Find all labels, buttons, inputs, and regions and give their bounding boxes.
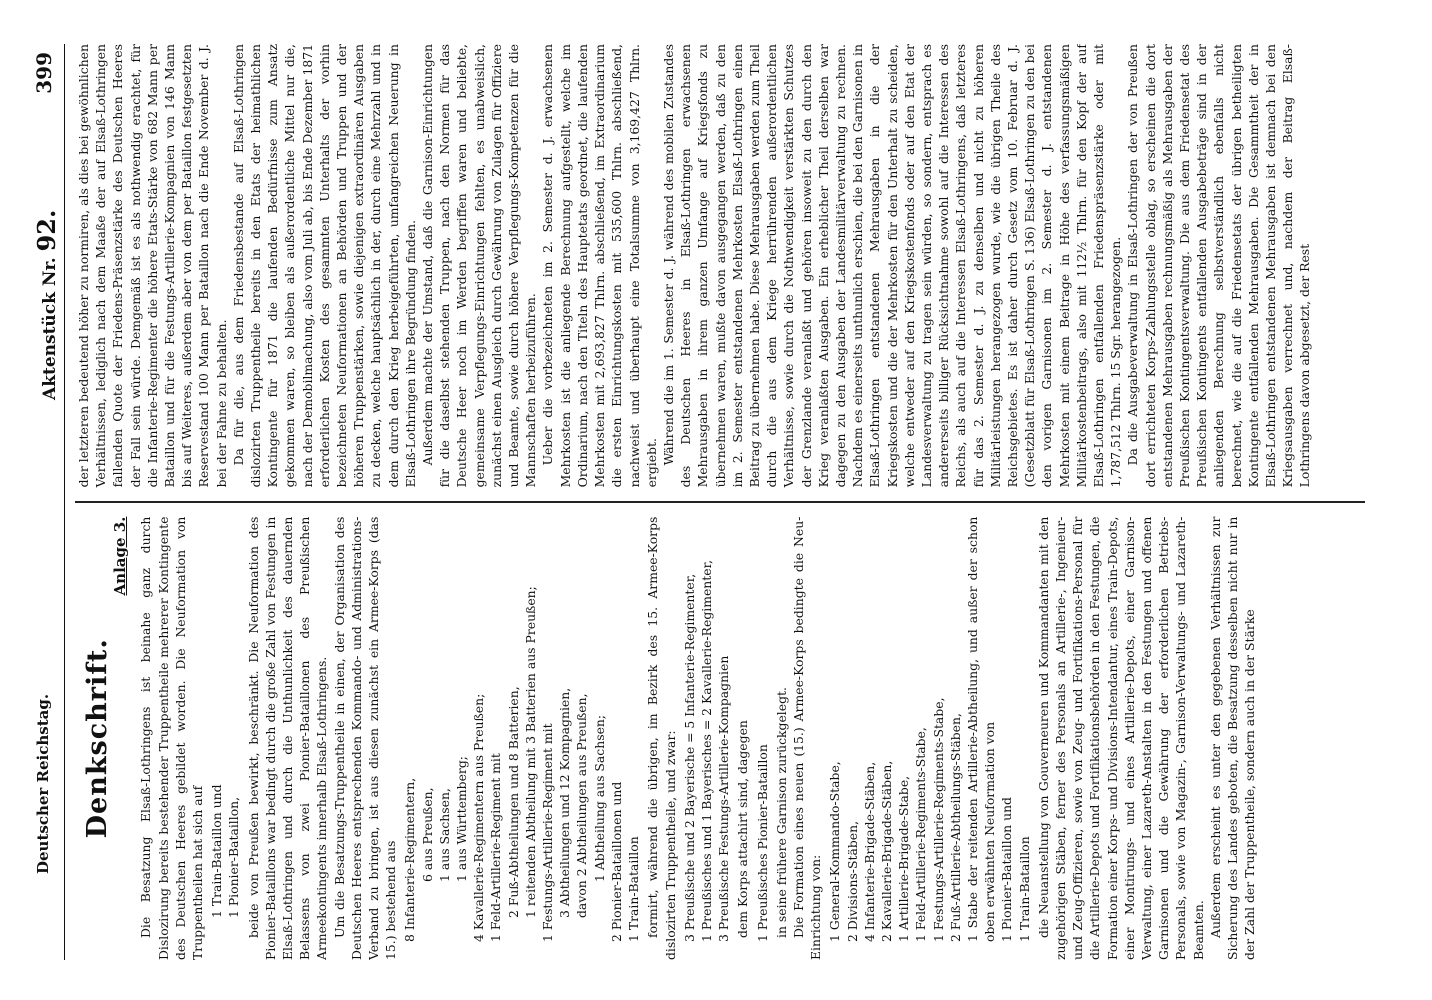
paragraph: Da die Ausgabeverwaltung in Elsaß-Lothringen der von Preußen dort errichteten Korps-Zahlungsstelle oblag, so erscheinen die dort entstandenen Mehrausgaben rechnungsmäßig als Mehrausgaben der Preußischen Kontingentsverwaltung. Die aus dem Friedensetat des Preußischen Kontingents entfallenden Ausgabebeträge sind in der anliegenden Berechnung selbstverständlich ebenfalls nicht berechnet, wie die auf die Friedensetats der übrigen betheiligten Kontingente entfallenden Mehrausgaben. Die Gesammtheit der in Elsaß-Lothringen entstandenen Mehrausgaben ist demnach bei den Kriegsausgaben verrechnet und, nachdem der Beitrag Elsaß-Lothringens davon abgesetzt, der Rest [1125, 44, 1313, 488]
header-publication: Deutscher Reichstag. [34, 693, 52, 874]
list-item: 2 Kavallerie-Brigade-Stäben, [878, 760, 894, 942]
list-item: 2 Fuß-Artillerie-Abtheilungs-Stäben, [947, 713, 963, 942]
unit-list [681, 517, 733, 952]
paragraph: Außerdem erscheint es unter den gegebenen Verhältnissen zur Sicherung des Landes geboten, die Besatzung desselben nicht nur in der Zahl der Truppentheile, sondern auch in der Stärke [1207, 516, 1258, 960]
list-item: 1 Stabe der reitenden Artillerie-Abtheilung, und außer der schon oben erwähnten Neuformation von [964, 516, 998, 942]
paragraph: Außerdem machte der Umstand, daß die Garnison-Einrichtungen für die daselbst stehenden Truppen, nach den Normen für das Deutsche Heer noch im Werden begriffen waren und beliebte, gemeinsame Verpflegungs-Einrichtungen fehlten, es unabweislich, zunächst einen Ausgleich durch Gewährung von Zulagen für Offiziere und Beamte, sowie durch höhere Verpflegungs-Kompetenzen für die Mannschaften herbeizuführen. [420, 44, 539, 488]
left-column [75, 503, 1365, 960]
list-item: 1 Train-Bataillon [1016, 836, 1032, 942]
list-item: 1 Preußisches und 1 Bayerisches = 2 Kavallerie-Regimenter, [698, 559, 714, 942]
list-item: 4 Infanterie-Brigade-Stäben, [861, 761, 877, 942]
unit-list [826, 517, 1032, 952]
paragraph: beide von Preußen bewirkt, beschränkt. Die Neuformation des Pionier-Bataillons war bedingt durch die große Zahl von Festungen in Elsaß-Lothringen und durch die Unthunlichkeit des dauernden Belassens von zwei Pionier-Bataillonen des Preußischen Armeekontingents innerhalb Elsaß-Lothringens. [245, 516, 330, 960]
paragraph: Während die im 1. Semester d. J. während des mobilen Zustandes des Deutschen Heeres in Elsaß-Lothringen erwachsenen Mehrausgaben in ihrem ganzen Umfange auf Kriegsfonds zu übernehmen waren, mußte davon ausgegangen werden, daß zu den im 2. Semester entstandenen Mehrkosten Elsaß-Lothringen einen Beitrag zu übernehmen habe. Diese Mehrausgaben werden zum Theil durch die aus dem Kriege herrührenden außerordentlichen Verhältnisse, sowie durch die Nothwendigkeit verstärkten Schutzes der Grenzlande veranlaßt und gehören insoweit zu den durch den Krieg veranlaßten Ausgaben. Ein erheblicher Theil derselben war dagegen zu den Ausgaben der Landesmilitärverwaltung zu rechnen. Nachdem es einerseits unthunlich erschien, die bei den Garnisonen in Elsaß-Lothringen entstandenen Mehrausgaben in die der Kriegskosten und die der Mehrkosten für den Unterhalt zu scheiden, welche entweder auf den Kriegskostenfonds oder auf den Etat der Landesverwaltung zu tragen sein würden, so sondern, entsprach es andererseits billiger Rücksichtnahme sowohl auf die Interessen des Reichs, als auch auf die Interessen Elsaß-Lothringens, daß letzteres für das 2. Semester d. J. zu denselben und nicht zu höheren Militärleistungen herangezogen wurde, wie die übrigen Theile des Reichsgebietes. Es ist daher durch Gesetz vom 10. Februar d. J. (Gesetzblatt für Elsaß-Lothringen S. 136) Elsaß-Lothringen zu den bei den vorigen Garnisonen im 2. Semester d. J. entstandenen Mehrkosten mit einem Beitrage in Höhe des verfassungsmäßigen Militärkostenbeitrags, also mit 112½ Thlrn. für den Kopf der auf Elsaß-Lothringen entfallenden Friedenspräsenzstärke oder mit 1,787,512 Thlrn. 15 Sgr. herangezogen. [660, 44, 1124, 488]
list-item: 1 Pionier-Bataillon, [226, 796, 242, 918]
list-item: 2 Divisions-Stäben, [844, 820, 860, 942]
list-item: 8 Infanterie-Regimentern, [402, 777, 418, 942]
right-column [75, 44, 1365, 501]
paragraph: der letzteren bedeutend höher zu normiren, als dies bei gewöhnlichen Verhältnissen, lediglich nach dem Maaße der auf Elsaß-Lothringen fallenden Quote der Friedens-Präsenzstärke des Deutschen Heeres der Fall sein würde. Demgemäß ist es als nothwendig erachtet, für die Infanterie-Regimenter die höhere Etats-Stärke von 682 Mann per Bataillon und für die Festungs-Artillerie-Kompagnien von 146 Mann bis auf Weiteres, außerdem aber von dem per Bataillon festgesetzten Reservestand 100 Mann per Bataillon nach die Ende November d. J. bei der Fahne zu behalten. [76, 44, 229, 488]
list-item: 1 reitenden Abtheilung mit 3 Batterien aus Preußen; [522, 586, 538, 918]
unit-list [208, 517, 242, 952]
header-document-number-value: 92. [32, 209, 61, 252]
paragraph: formirt, während die übrigen, im Bezirk des 15. Armee-Korps dislozirten Truppentheile, und zwar: [645, 516, 678, 960]
page-number: 399 [32, 52, 56, 94]
list-item: 1 aus Sachsen, [436, 788, 452, 882]
document-title: Denkschrift. [82, 638, 113, 839]
digitization-stamp [1412, 32, 1428, 592]
list-item: 3 Preußische Festungs-Artillerie-Kompagnien [716, 655, 732, 942]
list-item: 1 Festungs-Artillerie-Regiment mit [540, 723, 556, 942]
header-document-number [32, 210, 61, 400]
paragraph: die Neuanstellung von Gouverneuren und Kommandanten mit den zugehörigen Stäben, ferner des Personals an Artillerie-, Ingenieur- und Zeug-Offizieren, sowie von Zeug- und Fortifikations-Personal für die Artillerie-Depots und Fortifikationsbehörden in den Festungen, die Formation einer Korps- und Divisions-Intendantur, eines Train-Depots, einer Montirungs- und eines Artillerie-Depots, einer Garnison-Verwaltung, einer Lazareth-Anstalten in den Festungen und offenen Garnisonen und die Gewährung der erforderlichen Betriebs-Personals, sowie von Magazin-, Garnison-Verwaltungs- und Lazareth-Beamten. [1035, 516, 1206, 960]
list-item: 1 Artillerie-Brigade-Stabe, [896, 775, 912, 942]
column-divider [75, 501, 1365, 502]
list-item: 1 General-Kommando-Stabe, [827, 761, 843, 942]
list-item: 1 Train-Bataillon [626, 836, 642, 942]
list-item: 1 Pionier-Bataillon und [999, 797, 1015, 942]
list-item: 3 Abtheilungen und 12 Kompagnien, [557, 687, 573, 918]
paragraph: Um die Besatzungs-Truppentheile in einen, der Organisation des Deutschen Heeres entsprechenden Kommando- und Administrations-Verband zu bringen, ist aus diesen zunächst ein Armee-Korps (das 15.) bestehend aus [331, 516, 399, 960]
two-column-body [75, 44, 1365, 960]
list-item: 1 aus Württemberg; [454, 756, 470, 882]
list-item: 1 Preußisches Pionier-Bataillon [754, 744, 770, 942]
list-item: 6 aus Preußen, [419, 787, 435, 882]
unit-list [401, 517, 642, 952]
list-item: 1 Feld-Artillerie-Regiments-Stabe, [913, 727, 929, 942]
list-item: 2 Fuß-Abtheilungen und 8 Batterien, [505, 686, 521, 918]
paragraph: Die Besatzung Elsaß-Lothringens ist beinahe ganz durch Dislozirung bereits bestehender Truppentheile mehrerer Kontingente des Deutschen Heeres gebildet worden. Die Neuformation von Truppentheilen hat sich auf [138, 516, 206, 960]
list-item: 4 Kavallerie-Regimentern aus Preußen; [471, 693, 487, 942]
paragraph: Ueber die vorbezeichneten im 2. Semester d. J. erwachsenen Mehrkosten ist die anliegende Berechnung aufgestellt, welche im Ordinarium, nach den Titeln des Hauptetats geordnet, die laufenden Mehrkosten mit 2,693,827 Thlrn. abschließend, im Extraordinarium die ersten Einrichtungskosten mit 535,600 Thlrn. abschließend, nachweist und überhaupt eine Totalsumme von 3,169,427 Thlrn. ergiebt. [540, 44, 659, 488]
unit-list [754, 517, 771, 952]
paragraph: Da für die, aus dem Friedensbestande auf Elsaß-Lothringen dislozirten Truppentheile bereits in den Etats der heimathlichen Kontingente für 1871 die laufenden Bedürfnisse zum Ansatz gekommen waren, so bleiben als außerordentliche Mittel nur die, nach der Demobilmachung, also vom Juli ab, bis Ende Dezember 1871 erforderlichen Kosten des gesammten Unterhalts der vorhin bezeichneten Neuformationen an Behörden und Truppen und der höheren Truppenstärken, sowie diejenigen extraordinären Ausgaben zu decken, welche hauptsächlich in der, durch eine Mehrzahl und in dem durch den Krieg herbeigeführten, umfangreichen Neuerung in Elsaß-Lothringen ihre Begründung finden. [230, 44, 418, 488]
page-header [28, 44, 65, 960]
list-item: 3 Preußische und 2 Bayerische = 5 Infanterie-Regimenter, [681, 573, 697, 942]
list-item: 1 Train-Bataillon und [209, 784, 225, 918]
paragraph: Die Formation eines neuen (15.) Armee-Korps bedingte die Neu-Einrichtung von: [790, 516, 824, 960]
paragraph: dem Korps attachirt sind, dagegen [735, 720, 751, 938]
list-item: davon 2 Abtheilungen aus Preußen, [574, 693, 590, 918]
list-item: 1 Festungs-Artillerie-Regiments-Stabe, [930, 697, 946, 942]
paragraph: in seine frühere Garnison zurückgelegt. [773, 687, 789, 938]
list-item: 1 Abtheilung aus Sachsen; [591, 714, 607, 882]
header-document-label: Aktenstück Nr. [40, 257, 60, 400]
appendix-label: Anlage 3. [111, 516, 130, 596]
list-item: 1 Feld-Artillerie-Regiment mit [488, 753, 504, 942]
list-item: 2 Pionier-Bataillonen und [608, 781, 624, 942]
